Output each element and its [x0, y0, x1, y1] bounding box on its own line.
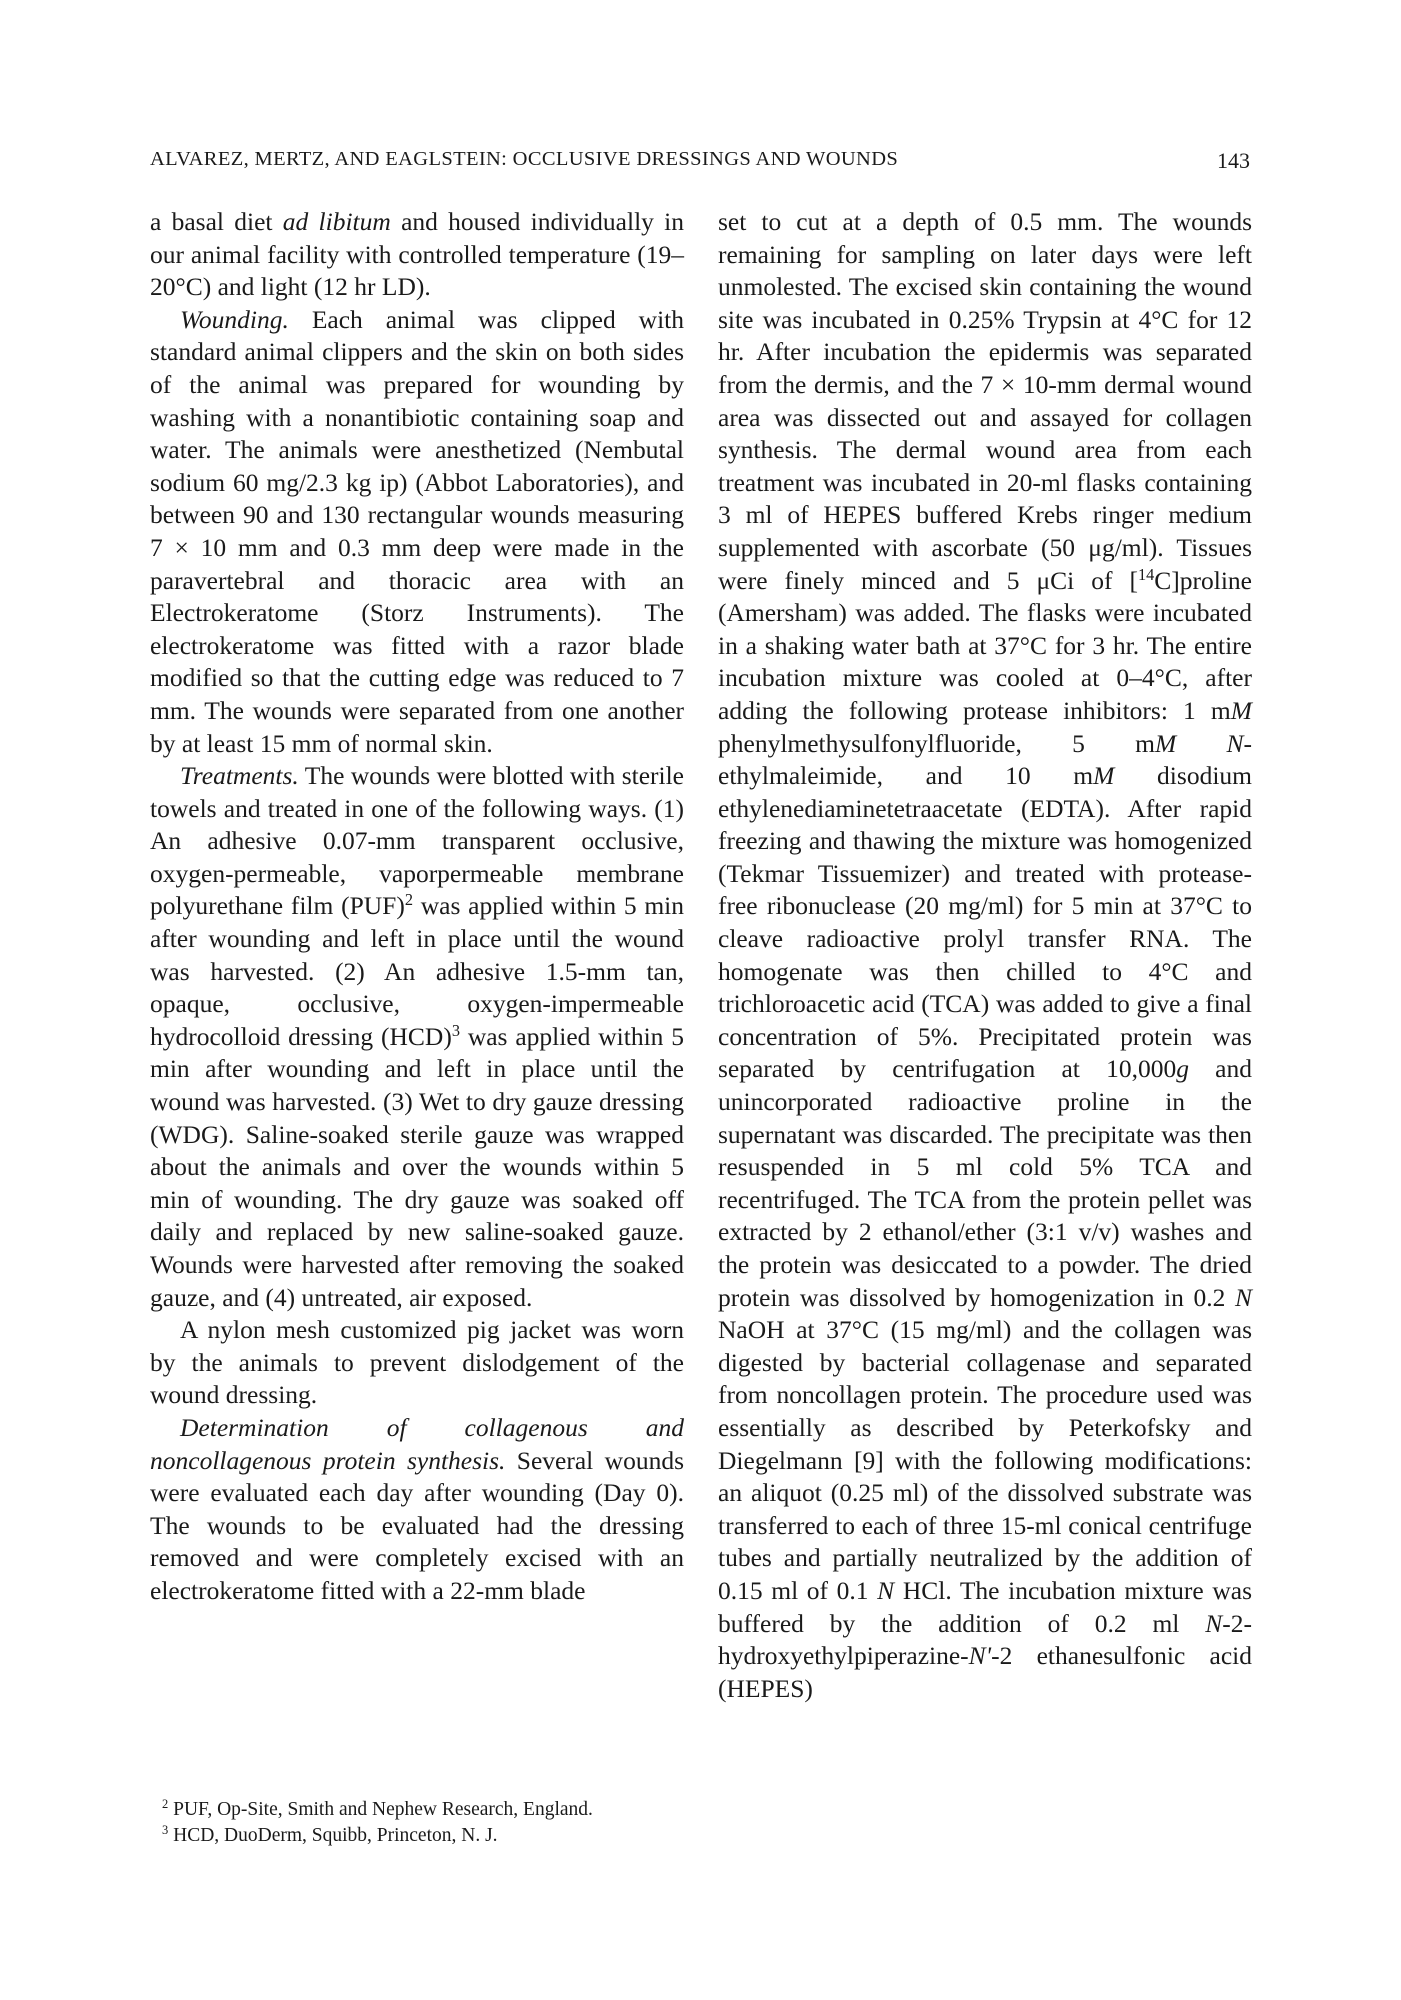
- paragraph-protein-synthesis: Determination of collagenous and noncollagenous protein synthesis. Several wounds were evaluated each day after wounding (Day 0). The wounds to be evaluated had the dressing removed and were completely excised with an electrokeratome fitted with a 22-mm blade: [150, 1412, 684, 1605]
- footnotes: [150, 1797, 684, 1849]
- running-header: [150, 138, 1250, 188]
- section-heading-protein-synthesis: Determination of collagenous and noncollagenous protein synthesis.: [150, 1412, 684, 1475]
- paragraph-wounding: Wounding. Each animal was clipped with standard animal clippers and the skin on both sides of the animal was prepared for wounding by washing with a nonantibiotic containing soap and water. The animals were anesthetized (Nembutal sodium 60 mg/2.3 kg ip) (Abbot Laboratories), and between 90 and 130 rectangular wounds measuring 7 × 10 mm and 0.3 mm deep were made in the paravertebral and thoracic area with an Electrokeratome (Storz Instruments). The electrokeratome was fitted with a razor blade modified so that the cutting edge was reduced to 7 mm. The wounds were separated from one another by at least 15 mm of normal skin.: [150, 304, 684, 758]
- footnote-2: $^2$ PUF, Op-Site, Smith and Nephew Research, England.: [162, 1797, 593, 1820]
- running-head-title: ALVAREZ, MERTZ, AND EAGLSTEIN: OCCLUSIVE DRESSINGS AND WOUNDS: [150, 148, 899, 170]
- left-column: [150, 206, 684, 1608]
- footnote-ref-3: 3: [451, 1020, 460, 1040]
- isotope-superscript: 14: [1137, 564, 1155, 584]
- right-column: [718, 206, 1252, 1705]
- paragraph-methods-continued: set to cut at a depth of 0.5 mm. The wounds remaining for sampling on later days were left unmolested. The excised skin containing the wound site was incubated in 0.25% Trypsin at 4°C for 12 hr. After incubation the epidermis was separated from the dermis, and the 7 × 10-mm dermal wound area was dissected out and assayed for collagen synthesis. The dermal wound area from each treatment was incubated in 20-ml flasks containing 3 ml of HEPES buffered Krebs ringer medium supplemented with ascorbate (50 μg/ml). Tissues were finely minced and 5 μCi of [$^{14}$C]proline (Amersham) was added. The flasks were incubated in a shaking water bath at 37°C for 3 hr. The entire incubation mixture was cooled at 0–4°C, after adding the following protease inhibitors: 1 mM phenylmethysulfonylfluoride, 5 mM N-ethylmaleimide, and 10 mM disodium ethylenediaminetetraacetate (EDTA). After rapid freezing and thawing the mixture was homogenized (Tekmar Tissuemizer) and treated with protease-free ribonuclease (20 mg/ml) for 5 min at 37°C to cleave radioactive prolyl transfer RNA. The homogenate was then chilled to 4°C and trichloroacetic acid (TCA) was added to give a final concentration of 5%. Precipitated protein was separated by centrifugation at 10,000g and unincorporated radioactive proline in the supernatant was discarded. The precipitate was then resuspended in 5 ml cold 5% TCA and recentrifuged. The TCA from the protein pellet was extracted by 2 ethanol/ether (3:1 v/v) washes and the protein was desiccated to a powder. The dried protein was dissolved by homogenization in 0.2 N NaOH at 37°C (15 mg/ml) and the collagen was digested by bacterial collagenase and separated from noncollagen protein. The procedure used was essentially as described by Peterkofsky and Diegelmann [9] with the following modifications: an aliquot (0.25 ml) of the dissolved substrate was transferred to each of three 15-ml conical centrifuge tubes and partially neutralized by the addition of 0.15 ml of 0.1 N HCl. The incubation mixture was buffered by the addition of 0.2 ml N-2-hydroxyethylpiperazine-N'-2 ethanesulfonic acid (HEPES): [718, 207, 1253, 1703]
- paragraph-jacket: A nylon mesh customized pig jacket was worn by the animals to prevent dislodgement of the wound dressing.: [150, 1315, 684, 1410]
- paragraph-treatments: Treatments. The wounds were blotted with sterile towels and treated in one of the following ways. (1) An adhesive 0.07-mm transparent occlusive, oxygen-permeable, vaporpermeable membrane polyurethane film (PUF)$^2$ was applied within 5 min after wounding and left in place until the wound was harvested. (2) An adhesive 1.5-mm tan, opaque, occlusive, oxygen-impermeable hydrocolloid dressing (HCD)$^3$ was applied within 5 min after wounding and left in place until the wound was harvested. (3) Wet to dry gauze dressing (WDG). Saline-soaked sterile gauze was wrapped about the animals and over the wounds within 5 min of wounding. The dry gauze was soaked off daily and replaced by new saline-soaked gauze. Wounds were harvested after removing the soaked gauze, and (4) untreated, air exposed.: [150, 761, 685, 1312]
- footnote-3: $^3$ HCD, DuoDerm, Squibb, Princeton, N. J.: [162, 1823, 498, 1846]
- footnote-ref-2: 2: [404, 890, 414, 910]
- section-heading-treatments: Treatments.: [180, 761, 299, 791]
- page-number: 143: [1217, 148, 1250, 173]
- paragraph-diet: a basal diet ad libitum and housed individually in our animal facility with controlled temperature (19–20°C) and light (12 hr LD).: [150, 207, 685, 302]
- section-heading-wounding: Wounding.: [180, 304, 289, 334]
